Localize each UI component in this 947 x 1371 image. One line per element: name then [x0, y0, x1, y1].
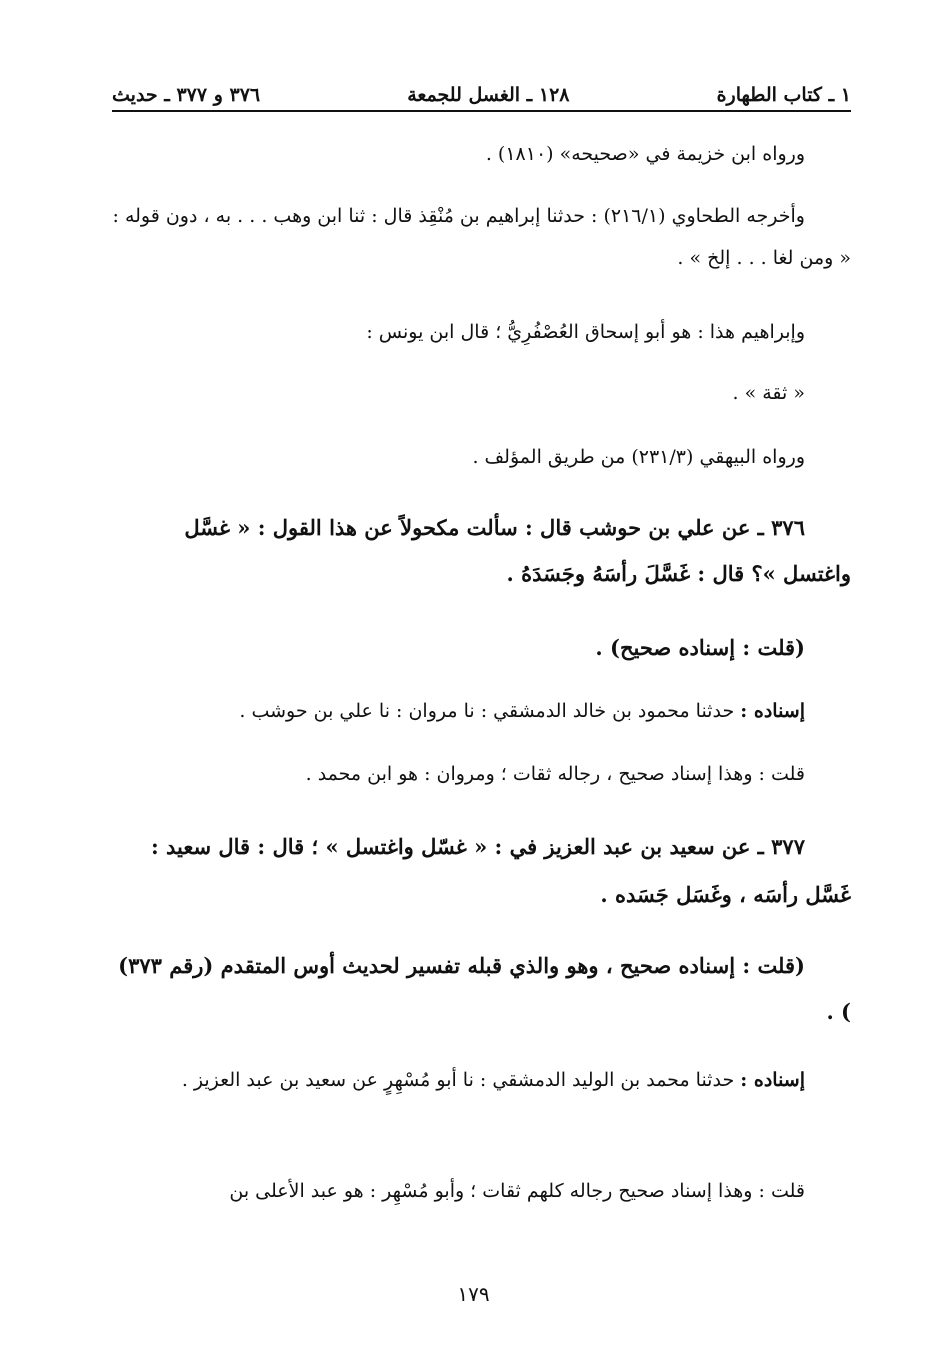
grading-376: (قلت : إسناده صحيح) . — [595, 635, 805, 660]
paragraph-ibn-khuzaymah: ورواه ابن خزيمة في «صحيحه» (١٨١٠) . — [485, 143, 805, 165]
isnad-text: حدثنا محمود بن خالد الدمشقي : نا مروان : نا علي بن حوشب . — [239, 700, 741, 722]
isnad-377 — [112, 1058, 851, 1102]
isnad-label: إسناده : — [740, 700, 805, 722]
isnad-label: إسناده : — [740, 1069, 805, 1091]
running-header — [112, 78, 851, 112]
hadith-377: ٣٧٧ ـ عن سعيد بن عبد العزيز في : « غسّل واغتسل » ؛ قال : قال سعيد : غَسَّل رأسَه ، وغَسَل جَسَده . — [150, 834, 851, 907]
hadith-376: ٣٧٦ ـ عن علي بن حوشب قال : سألت مكحولاً عن هذا القول : « غسَّل واغتسل »؟ قال : غَسَّلَ رأسَهُ وجَسَدَهُ . — [184, 515, 851, 586]
header-hadith-range: ٣٧٦ و ٣٧٧ ـ حديث — [112, 84, 261, 106]
comment-376: قلت : وهذا إسناد صحيح ، رجاله ثقات ؛ ومروان : هو ابن محمد . — [305, 763, 805, 785]
header-chapter: ١ ـ كتاب الطهارة — [716, 84, 851, 106]
header-divider — [112, 110, 851, 112]
paragraph-bayhaqi: ورواه البيهقي (٢٣١/٣) من طريق المؤلف . — [472, 446, 805, 468]
isnad-376 — [112, 690, 851, 732]
comment-377: قلت : وهذا إسناد صحيح رجاله كلهم ثقات ؛ وأبو مُسْهِر : هو عبد الأعلى بن — [229, 1180, 805, 1202]
paragraph-thiqah: « ثقة » . — [732, 382, 805, 404]
paragraph-ibrahim: وإبراهيم هذا : هو أبو إسحاق العُصْفُرِيُّ ؛ قال ابن يونس : — [366, 321, 805, 343]
grading-377: (قلت : إسناده صحيح ، وهو والذي قبله تفسير لحديث أوس المتقدم (رقم ٣٧٣) ) . — [118, 953, 851, 1024]
paragraph-tahawi: وأخرجه الطحاوي (٢١٦/١) : حدثنا إبراهيم بن مُنْقِذ قال : ثنا ابن وهب . . . به ، دون قوله : « ومن لغا . . . إلخ » . — [112, 205, 851, 269]
header-section: ١٢٨ ـ الغسل للجمعة — [407, 84, 570, 106]
isnad-text: حدثنا محمد بن الوليد الدمشقي : نا أبو مُسْهِرٍ عن سعيد بن عبد العزيز . — [181, 1069, 741, 1091]
page-number: ١٧٩ — [457, 1282, 490, 1306]
